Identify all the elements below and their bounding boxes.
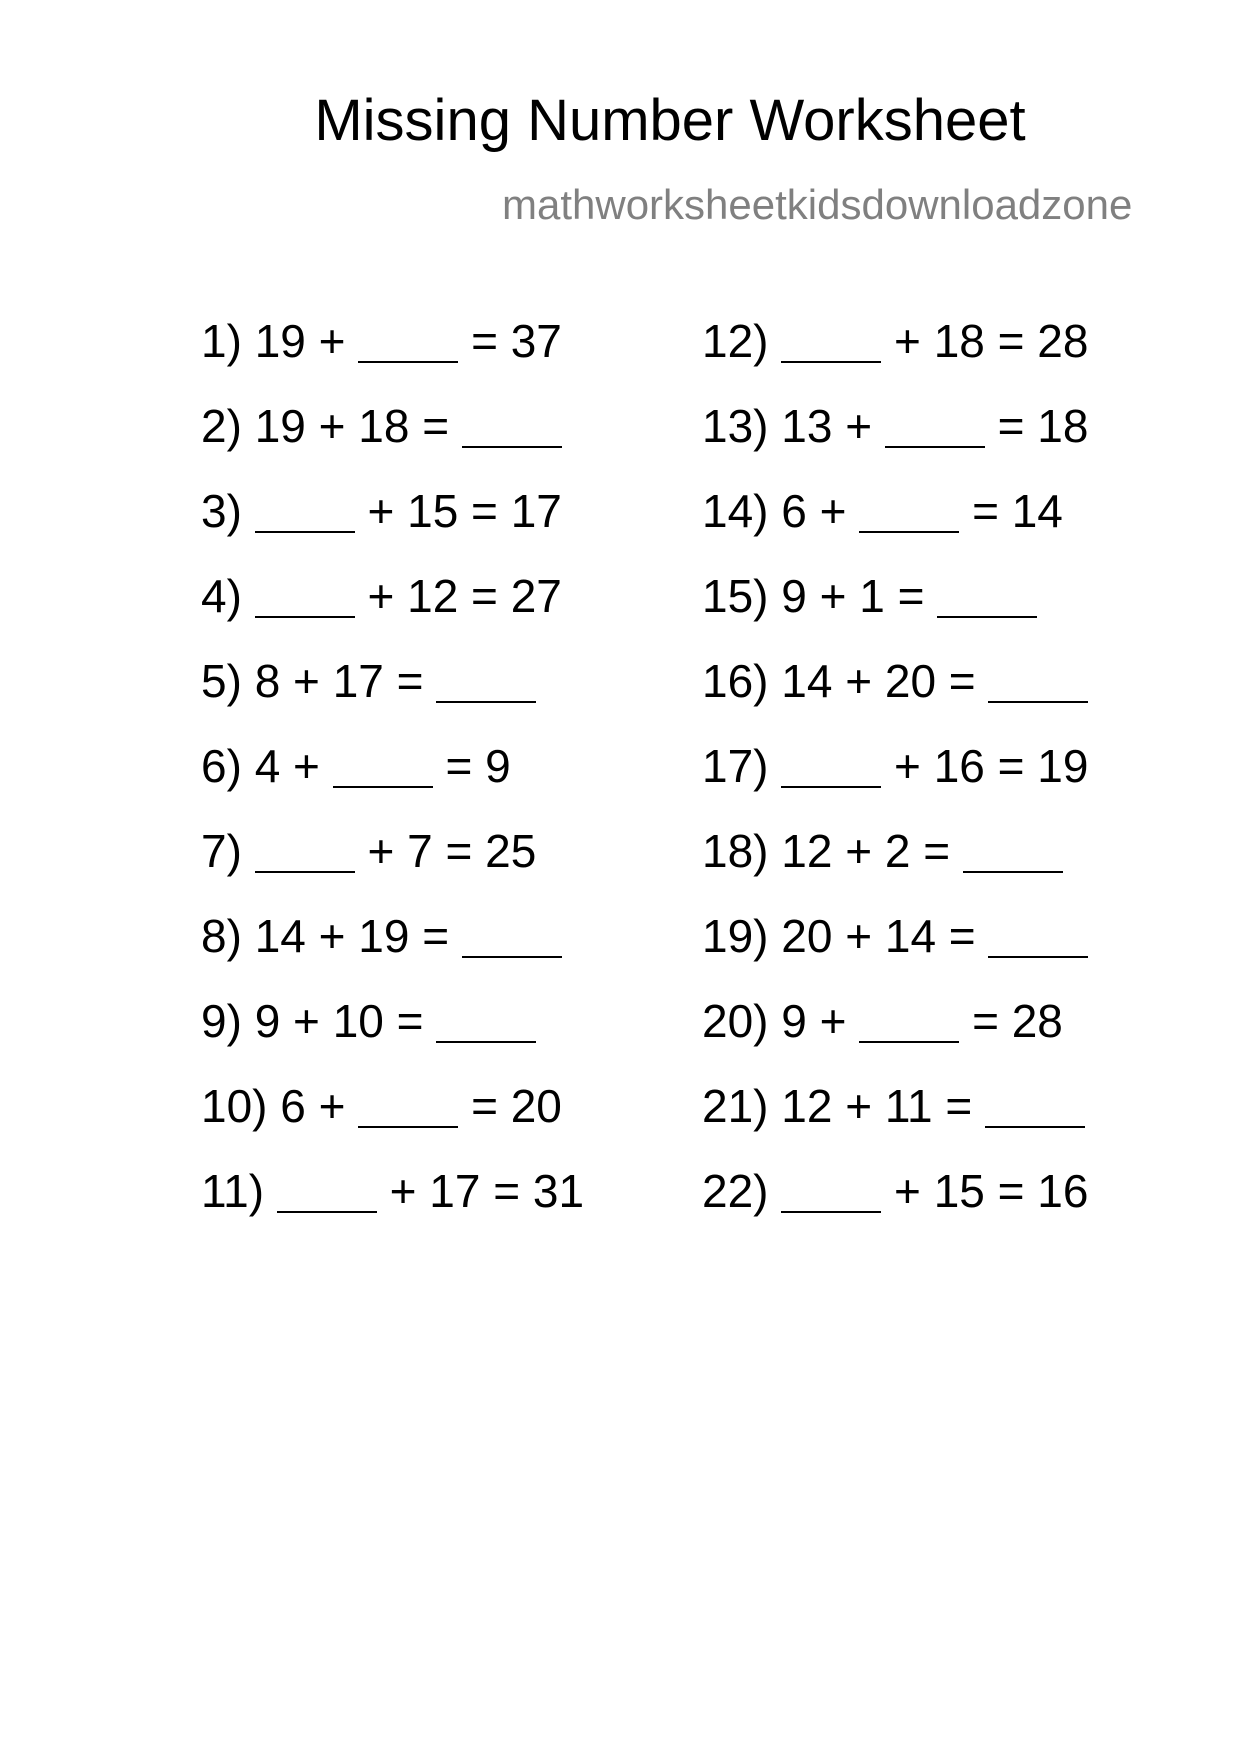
problem-item	[201, 995, 536, 1047]
problem-item	[702, 485, 1063, 537]
problem-number: 11)	[201, 1165, 265, 1217]
problem-item	[702, 910, 1088, 962]
equation-text: 19 +	[254, 315, 346, 367]
equation-text: + 15 = 16	[894, 1165, 1089, 1217]
equation-text: + 7 = 25	[367, 825, 537, 877]
answer-blank[interactable]	[462, 446, 562, 448]
answer-blank[interactable]	[436, 1041, 536, 1043]
answer-blank[interactable]	[781, 361, 881, 363]
problem-number: 14)	[702, 485, 769, 537]
problem-number: 1)	[201, 315, 242, 367]
answer-blank[interactable]	[937, 616, 1037, 618]
problem-number: 20)	[702, 995, 769, 1047]
equation-text: = 18	[997, 400, 1089, 452]
equation-text: 14 + 20 =	[781, 655, 976, 707]
problem-item	[702, 400, 1089, 452]
worksheet-title: Missing Number Worksheet	[314, 88, 1026, 153]
equation-text: 4 +	[254, 740, 320, 792]
answer-blank[interactable]	[358, 1126, 458, 1128]
problem-number: 19)	[702, 910, 769, 962]
answer-blank[interactable]	[985, 1126, 1085, 1128]
problem-item	[201, 825, 537, 877]
problem-number: 16)	[702, 655, 769, 707]
equation-text: 9 + 1 =	[781, 570, 925, 622]
problem-number: 17)	[702, 740, 769, 792]
problem-item	[201, 1080, 562, 1132]
equation-text: 9 + 10 =	[254, 995, 424, 1047]
answer-blank[interactable]	[436, 701, 536, 703]
problem-number: 13)	[702, 400, 769, 452]
problem-number: 2)	[201, 400, 242, 452]
problem-number: 5)	[201, 655, 242, 707]
answer-blank[interactable]	[988, 956, 1088, 958]
problem-item	[201, 910, 562, 962]
problem-item	[702, 655, 1088, 707]
problem-number: 18)	[702, 825, 769, 877]
equation-text: = 14	[972, 485, 1063, 537]
problem-item	[201, 400, 562, 452]
answer-blank[interactable]	[781, 786, 881, 788]
equation-text: + 17 = 31	[389, 1165, 585, 1217]
answer-blank[interactable]	[333, 786, 433, 788]
problem-item	[702, 570, 1037, 622]
problem-number: 7)	[201, 825, 242, 877]
equation-text: 19 + 18 =	[254, 400, 450, 452]
answer-blank[interactable]	[963, 871, 1063, 873]
problem-number: 9)	[201, 995, 242, 1047]
problem-number: 6)	[201, 740, 242, 792]
answer-blank[interactable]	[255, 871, 355, 873]
problem-item	[201, 315, 562, 367]
answer-blank[interactable]	[859, 531, 959, 533]
equation-text: = 37	[471, 315, 562, 367]
answer-blank[interactable]	[885, 446, 985, 448]
problem-item	[201, 1165, 585, 1217]
equation-text: + 16 = 19	[894, 740, 1089, 792]
equation-text: + 12 = 27	[367, 570, 562, 622]
problem-number: 10)	[201, 1080, 268, 1132]
problem-item	[702, 740, 1089, 792]
problem-item	[702, 1080, 1085, 1132]
problem-number: 12)	[702, 315, 769, 367]
equation-text: 9 +	[781, 995, 847, 1047]
problem-item	[702, 1165, 1089, 1217]
problem-number: 8)	[201, 910, 242, 962]
problem-number: 15)	[702, 570, 769, 622]
problem-item	[201, 485, 562, 537]
equation-text: 8 + 17 =	[254, 655, 424, 707]
problem-number: 4)	[201, 570, 242, 622]
problem-item	[702, 825, 1063, 877]
problem-number: 3)	[201, 485, 242, 537]
answer-blank[interactable]	[988, 701, 1088, 703]
problem-item	[201, 655, 536, 707]
equation-text: 20 + 14 =	[781, 910, 976, 962]
equation-text: + 15 = 17	[367, 485, 562, 537]
answer-blank[interactable]	[277, 1211, 377, 1213]
equation-text: 14 + 19 =	[254, 910, 450, 962]
problem-item	[702, 995, 1063, 1047]
worksheet-source: mathworksheetkidsdownloadzone	[502, 181, 1133, 228]
problem-item	[702, 315, 1089, 367]
equation-text: 13 +	[781, 400, 873, 452]
answer-blank[interactable]	[358, 361, 458, 363]
problem-item	[201, 570, 562, 622]
answer-blank[interactable]	[781, 1211, 881, 1213]
problem-item	[201, 740, 511, 792]
equation-text: = 9	[445, 740, 511, 792]
equation-text: 12 + 2 =	[781, 825, 951, 877]
equation-text: = 20	[471, 1080, 562, 1132]
answer-blank[interactable]	[255, 616, 355, 618]
equation-text: 6 +	[280, 1080, 346, 1132]
problem-number: 21)	[702, 1080, 769, 1132]
answer-blank[interactable]	[255, 531, 355, 533]
equation-text: = 28	[972, 995, 1063, 1047]
answer-blank[interactable]	[859, 1041, 959, 1043]
problem-number: 22)	[702, 1165, 769, 1217]
equation-text: 12 + 11 =	[781, 1080, 973, 1132]
equation-text: 6 +	[781, 485, 847, 537]
answer-blank[interactable]	[462, 956, 562, 958]
equation-text: + 18 = 28	[894, 315, 1089, 367]
